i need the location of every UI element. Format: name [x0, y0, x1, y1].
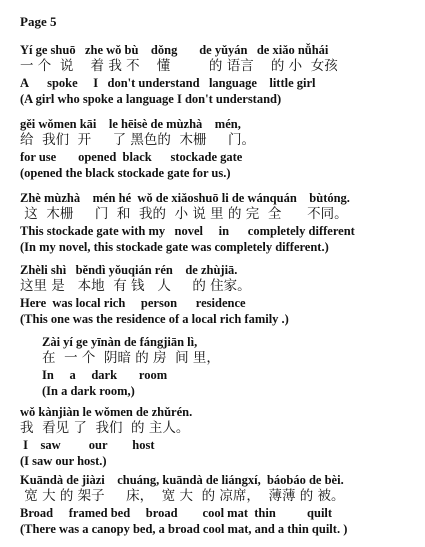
chinese-line: 这 木栅 门 和 我的 小 说 里 的 完 全 不同。	[20, 206, 348, 222]
pinyin-line: Zhè mùzhà mén hé wǒ de xiǎoshuō li de wánquán bùtóng.	[20, 191, 350, 205]
gloss-line: Here was local rich person residence	[20, 296, 246, 310]
translation-line: (opened the black stockade gate for us.)	[20, 166, 231, 180]
chinese-line: 这里 是 本地 有 钱 人 的 住家。	[20, 278, 251, 294]
sentence-block-7	[20, 472, 347, 537]
sentence-block-4	[20, 262, 289, 327]
translation-line: (In a dark room,)	[42, 384, 135, 398]
sentence-block-3	[20, 190, 355, 255]
sentence-block-2	[20, 116, 255, 181]
gloss-line: A spoke I don't understand language little girl	[20, 76, 316, 90]
translation-line: (There was a canopy bed, a broad cool mat, and a thin quilt. )	[20, 522, 348, 536]
translation-line: (This one was the residence of a local rich family .)	[20, 312, 289, 326]
sentence-block-1	[20, 42, 338, 107]
gloss-line: In a dark room	[42, 368, 168, 382]
pinyin-line: Kuāndà de jiàzi chuáng, kuāndà de liángxí, báobáo de bèi.	[20, 473, 344, 487]
translation-line: (I saw our host.)	[20, 454, 107, 468]
chinese-line: 宽 大 的 架子 床， 宽 大 的 凉席， 薄薄 的 被。	[20, 488, 345, 504]
gloss-line: Broad framed bed broad cool mat thin quilt	[20, 506, 333, 520]
translation-line: (A girl who spoke a language I don't understand)	[20, 92, 282, 106]
chinese-line: 一 个 说 着 我 不 懂 的 语言 的 小 女孩	[20, 58, 338, 74]
chinese-line: 我 看见 了 我们 的 主人。	[20, 420, 190, 436]
sentence-block-5	[42, 334, 220, 399]
chinese-line: 给 我们 开 了 黑色的 木栅 门。	[20, 132, 255, 148]
page-number: Page 5	[20, 14, 57, 29]
gloss-line: This stockade gate with my novel in completely different	[20, 224, 355, 238]
chinese-line: 在 一 个 阴暗 的 房 间 里，	[42, 350, 220, 366]
pinyin-line: Zài yí ge yīnàn de fángjiān lì,	[42, 335, 198, 349]
sentence-block-6	[20, 404, 192, 469]
translation-line: (In my novel, this stockade gate was completely different.)	[20, 240, 329, 254]
pinyin-line: gěi wǒmen kāi le hēisè de mùzhà mén,	[20, 117, 241, 131]
gloss-line: I saw our host	[20, 438, 155, 452]
pinyin-line: Yí ge shuō zhe wǒ bù dǒng de yǔyán de xiǎo nǚhái	[20, 43, 329, 57]
pinyin-line: Zhèli shì běndì yǒuqián rén de zhùjiā.	[20, 263, 238, 277]
gloss-line: for use opened black stockade gate	[20, 150, 243, 164]
pinyin-line: wǒ kànjiàn le wǒmen de zhǔrén.	[20, 405, 193, 419]
